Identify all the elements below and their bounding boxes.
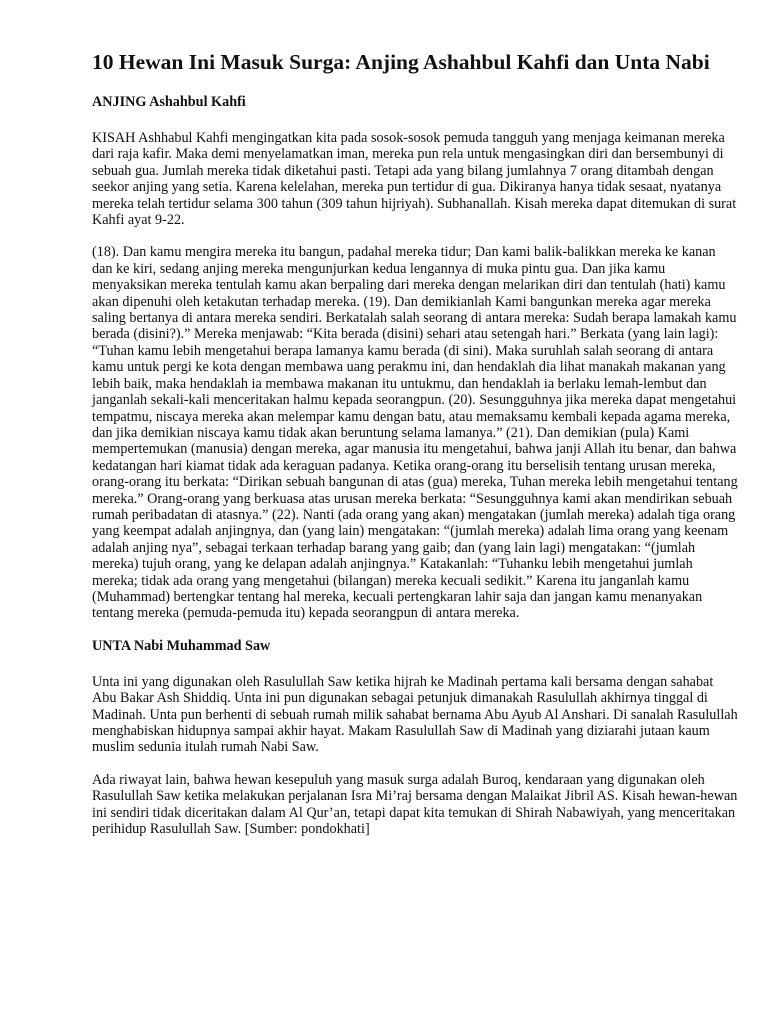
paragraph-anjing-quran: (18). Dan kamu mengira mereka itu bangun, padahal mereka tidur; Dan kami balik-balikkan mereka ke kanan dan ke kiri, sedang anjing mereka mengunjurkan kedua lengannya di muka pintu gua. Dan jika kamu menyaksikan mereka tentulah kamu akan berpaling dari mereka dengan melarikan diri dan tentulah (hati) kamu akan dipenuhi oleh ketakutan terhadap mereka. (19). Dan demikianlah Kami bangunkan mereka agar mereka saling bertanya di antara mereka sendiri. Berkatalah salah seorang di antara mereka: Sudah berapa lamakah kamu berada (disini?).” Mereka menjawab: “Kita berada (disini) sehari atau setengah hari.” Berkata (yang lain lagi): “Tuhan kamu lebih mengetahui berapa lamanya kamu berada (di sini). Maka suruhlah salah seorang di antara kamu untuk pergi ke kota dengan membawa uang perakmu ini, dan hendaklah dia lihat manakah makanan yang lebih baik, maka hendaklah ia membawa makanan itu untukmu, dan hendaklah ia berlaku lemah-lembut dan janganlah sekali-kali menceritakan halmu kepada seorangpun. (20). Sesungguhnya jika mereka dapat mengetahui tempatmu, niscaya mereka akan melempar kamu dengan batu, atau memaksamu kembali kepada agama mereka, dan jika demikian niscaya kamu tidak akan beruntung selama lamanya.” (21). Dan demikian (pula) Kami mempertemukan (manusia) dengan mereka, agar manusia itu mengetahui, bahwa janji Allah itu benar, dan bahwa kedatangan hari kiamat tidak ada keraguan padanya. Ketika orang-orang itu berselisih tentang urusan mereka, orang-orang itu berkata: “Dirikan sebuah bangunan di atas (gua) mereka, Tuhan mereka lebih mengetahui tentang mereka.” Orang-orang yang berkuasa atas urusan mereka berkata: “Sesungguhnya kami akan mendirikan sebuah rumah peribadatan di atasnya.” (22). Nanti (ada orang yang akan) mengatakan (jumlah mereka) adalah tiga orang yang keempat adalah anjingnya, dan (yang lain) mengatakan: “(jumlah mereka) adalah lima orang yang keenam adalah anjing nya”, sebagai terkaan terhadap barang yang gaib; dan (yang lain lagi) mengatakan: “(jumlah mereka) tujuh orang, yang ke delapan adalah anjingnya.” Katakanlah: “Tuhanku lebih mengetahui jumlah mereka; tidak ada orang yang mengetahui (bilangan) mereka kecuali sedikit.” Karena itu janganlah kamu (Muhammad) bertengkar tentang hal mereka, kecuali pertengkaran lahir saja dan jangan kamu menanyakan tentang mereka (pemuda-pemuda itu) kepada seorangpun di antara mereka. <box>92 244 738 622</box>
section-heading-unta: UNTA Nabi Muhammad Saw <box>92 637 271 654</box>
article-title: 10 Hewan Ini Masuk Surga: Anjing Ashahbul Kahfi dan Unta Nabi <box>92 50 710 74</box>
document-page <box>92 50 738 853</box>
paragraph-unta-buroq: Ada riwayat lain, bahwa hewan kesepuluh yang masuk surga adalah Buroq, kendaraan yang digunakan oleh Rasulullah Saw ketika melakukan perjalanan Isra Mi’raj bersama dengan Malaikat Jibril AS. Kisah hewan-hewan ini sendiri tidak diceritakan dalam Al Qur’an, tetapi dapat kita temukan di Shirah Nabawiyah, yang menceritakan perihidup Rasulullah Saw. [Sumber: pondokhati] <box>92 771 738 838</box>
section-heading-anjing: ANJING Ashahbul Kahfi <box>92 94 246 110</box>
paragraph-anjing-intro: KISAH Ashhabul Kahfi mengingatkan kita pada sosok-sosok pemuda tangguh yang menjaga keimanan mereka dari raja kafir. Maka demi menyelamatkan iman, mereka pun rela untuk mengasingkan diri dan bersembunyi di sebuah gua. Jumlah mereka tidak diketahui pasti. Tetapi ada yang bilang jumlahnya 7 orang ditambah dengan seekor anjing yang setia. Karena kelelahan, mereka pun tertidur di gua. Dikiranya hanya tidak sesaat, nyatanya mereka telah tertidur selama 300 tahun (309 tahun hijriyah). Subhanallah. Kisah mereka dapat ditemukan di surat Kahfi ayat 9-22. <box>92 130 737 229</box>
paragraph-unta-hijrah: Unta ini yang digunakan oleh Rasulullah Saw ketika hijrah ke Madinah pertama kali bersama dengan sahabat Abu Bakar Ash Shiddiq. Unta ini pun digunakan sebagai petunjuk dimanakah Rasulullah akhirnya tinggal di Madinah. Unta pun berhenti di sebuah rumah milik sahabat bernama Abu Ayub Al Anshari. Di sanalah Rasulullah menghabiskan hidupnya sampai akhir hayat. Makam Rasulullah Saw di Madinah yang diziarahi jutaan kaum muslim sedunia itulah rumah Nabi Saw. <box>92 673 738 756</box>
